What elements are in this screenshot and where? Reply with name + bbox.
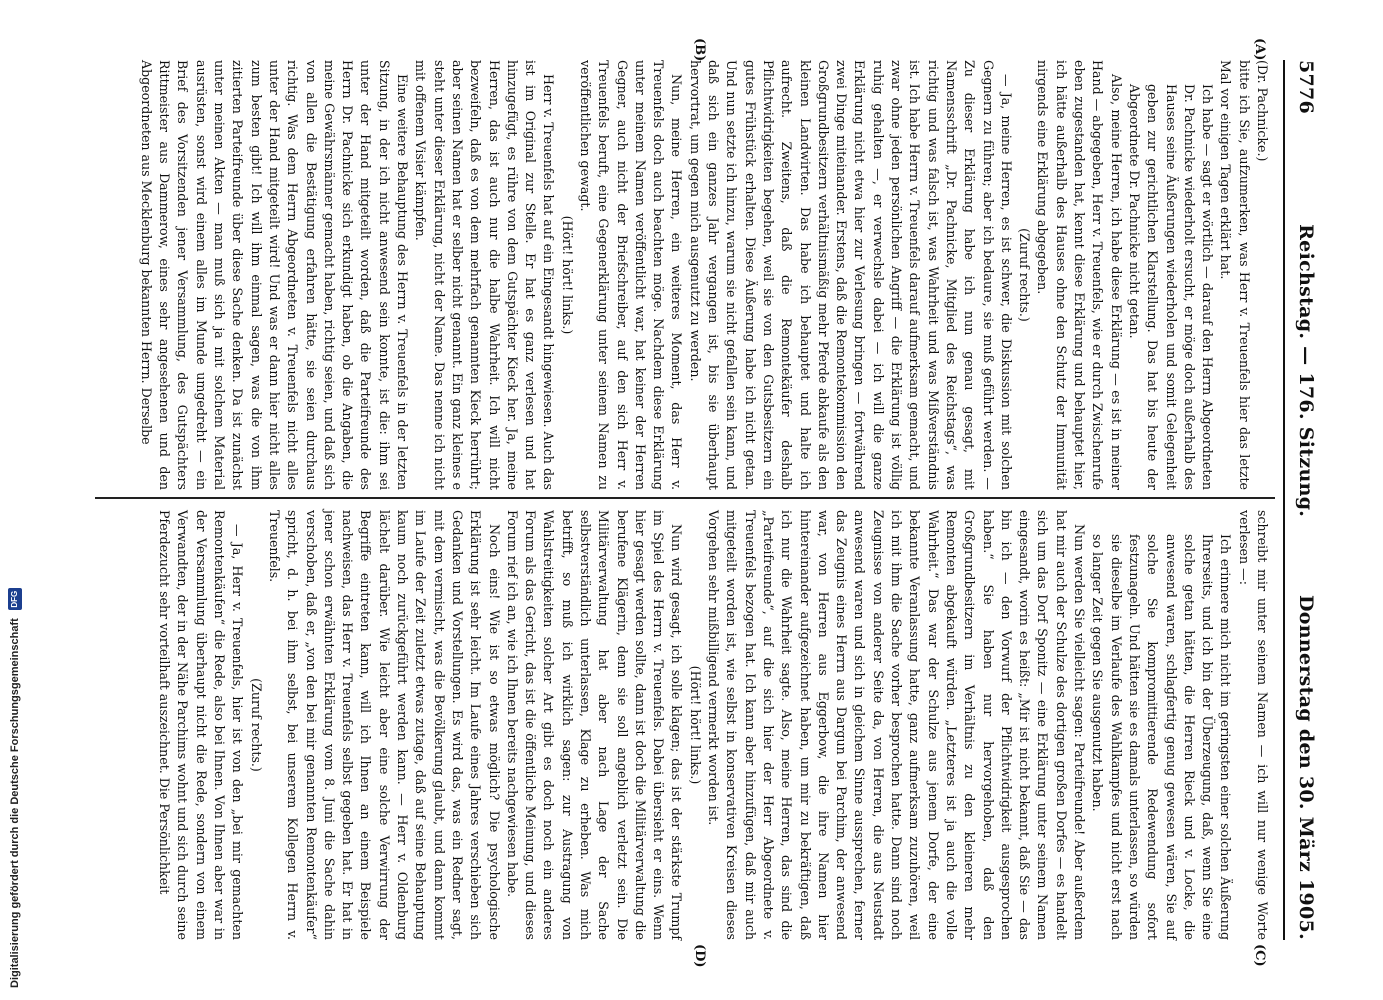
interjection: (Hört! hört! links.) xyxy=(559,215,575,335)
page-header xyxy=(1289,60,1323,940)
paragraph: Also, meine Herren, ich habe diese Erklärung — es ist in meiner Hand — abgegeben, Herr v. Treuenfels, wie er durch Zwischenrufe eben zugestanden hat, kennt diese Erklärung und behauptet hier, ich hätte außerhalb des Hauses ohne den Schutz der Immunität nirgends eine Erklärung abgegeben. xyxy=(1035,60,1124,490)
interjection: (Zuruf rechts.) xyxy=(1017,228,1033,322)
margin-mark-c: (C) xyxy=(1252,944,1267,967)
margin-mark-b: (B) xyxy=(692,38,707,62)
paragraph: — Ja, Herr v. Treuenfels, hier ist von den „bei mir gemachten Remontenkäufen“ die Rede, also bei Ihnen. Von Ihnen aber war in der Versammlung überhaupt nicht die Rede, sondern von einem Verwandten, der in der Nähe Parchims wohnt und sich durch seine Pferdezucht sehr vorteilhaft auszeichnet. Die Persönlichkeit xyxy=(157,510,246,940)
header-rule xyxy=(1283,60,1285,940)
paragraph: Herr v. Treuenfels hat auf ein Eingesandt hingewiesen. Auch das ist im Original zur Stelle. Er hat es ganz verlesen und hat hinzugefügt, es rühre von dem Gutspächter Kieck her. Ja, meine Herren, das ist auch nur die halbe Wahrheit. Ich will nicht bezweifeln, daß es von dem mehrfach genannten Kieck herrührt; aber seinen Namen hat er selber nicht genannt. Ein ganz kleines e steht unter dieser Erklärung, nicht der Name. Das nenne ich nicht mit offenem Visier kämpfen. xyxy=(413,60,557,490)
paragraph: Ich habe — sagt er wörtlich — darauf den Herrn Abgeordneten Dr. Pachnicke wiederholt ersucht, er möge doch außerhalb des Hauses seine Äußerungen wiederholen und somit Gelegenheit geben zur gerichtlichen Klarstellung. Das hat bis heute der Abgeordnete Dr. Pachnicke nicht getan. xyxy=(1126,84,1216,490)
paragraph: Nun wird gesagt, ich solle klagen; das ist der stärkste Trumpf im Spiel des Herrn v. Treuenfels. Dabei übersieht er eins. Wenn hier gesagt werden sollte, dann ist doch die Militärverwaltung die berufene Klägerin, denn sie soll angeblich verletzt sein. Die Militärverwaltung hat aber nach Lage der Sache selbstverständlich unterlassen, Klage zu erheben. Was mich betrifft, so muß ich wirklich sagen: zur Austragung von Wahlstreitigkeiten solcher Art gibt es doch noch ein anderes Forum als das Gericht, das ist die öffentliche Meinung, und dieses Forum rief ich an, wie ich Ihnen bereits nachgewiesen habe. xyxy=(504,510,685,940)
column-divider xyxy=(95,497,1275,499)
digitization-credit xyxy=(4,0,26,988)
paragraph: Nun, meine Herren, ein weiteres Moment, das Herr v. Treuenfels doch auch beachten möge. Nachdem diese Erklärung unter meinem Namen veröffentlicht war, hat keiner der Herren Gegner, auch nicht der Briefschreiber, auf den sich Herr v. Treuenfels beruft, eine Gegenerklärung unter seinem Namen zu veröffentlichen gewagt. xyxy=(578,60,685,490)
paragraph: Eine weitere Behauptung des Herrn v. Treuenfels in der letzten Sitzung, in der ich nicht anwesend sein konnte, ist die: ihm sei unter der Hand mitgeteilt worden, daß die Parteifreunde des Herrn Dr. Pachnicke sich erkundigt haben, ob die Angaben, die meine Gewährsmänner gemacht haben, richtig seien, und daß sich von allen die Bestätigung erfahren hätte, sie seien durchaus richtig. Was dem Herrn Abgeordneten v. Treuenfels nicht alles unter der Hand mitgeteilt wird! Und was er dann hier nicht alles zum besten gibt! Ich will ihm einmal sagen, was die von ihm zitierten Parteifreunde über diese Sache denken. Da ist zunächst unter meinen Akten — man muß sich ja mit solchem Material ausrüsten, sonst wird einem alles im Munde umgedreht — ein Brief des Vorsitzenden jener Versammlung, des Gutspächters Rittmeister aus Dammerow, eines sehr angesehenen und den Abgeordneten aus Mecklenburg bekannten Herrn. Derselbe xyxy=(138,60,411,490)
paragraph: — Ja, meine Herren, es ist schwer, die Diskussion mit solchen Gegnern zu führen; aber ich bedaure, sie muß geführt werden. — Zu dieser Erklärung habe ich nun genau gesagt, mit Namensschrift „Dr. Pachnicke, Mitglied des Reichstags“, was richtig und was falsch ist, was Wahrheit und was Mißverständnis ist. Ich habe Herrn v. Treuenfels darauf aufmerksam gemacht, und zwar ohne jeden persönlichen Angriff — die Erklärung ist völlig ruhig gehalten —, er verwechsle dabei — ich will die ganze Erklärung nicht etwa hier zur Verlesung bringen — fortwährend zwei Dinge miteinander. Erstens, daß die Remontekommission den Großgrundbesitzern verhältnismäßig mehr Pferde abkaufe als den kleinen Landwirten. Das habe ich behauptet und halte ich aufrecht. Zweitens, daß die Remontekäufer deshalb Pflichtwidrigkeiten begehen, weil sie von den Gutsbesitzern ein gutes Frühstück erhalten. Diese Äußerung habe ich nicht getan. Und nun setzte ich hinzu, warum sie nicht gefallen sein kann, und daß sich ein ganzes Jahr vergangen ist, bis sie überhaupt hervortrat, um gegen mich ausgenutzt zu werden. xyxy=(687,60,1014,490)
left-column xyxy=(101,60,1271,490)
paragraph: schreibt mir unter seinem Namen — ich will nur wenige Worte verlesen —: xyxy=(1236,510,1270,940)
page-number: 5776 xyxy=(1295,60,1317,115)
dfg-logo-icon: DFG xyxy=(8,588,22,610)
paragraph: (Dr. Pachnicke.) xyxy=(1255,60,1270,162)
interjection: (Zuruf rechts.) xyxy=(248,678,264,772)
credit-text: Digitalisierung gefördert durch die Deutsche Forschungsgemeinschaft xyxy=(9,618,21,988)
paragraph: Nun werden Sie vielleicht sagen: Parteifreunde! Aber außerdem hat mir auch der Schulze des dortigen großen Dorfes — es handelt sich um das Dorf Sponitz — eine Erklärung unter seinem Namen eingesandt, worin es heißt: „Mir ist nicht bekannt, daß Sie — das bin ich — den Vorwurf der Pflichtwidrigkeit ausgesprochen haben.“ Sie haben nur hervorgehoben, daß den Großgrundbesitzern im Verhältnis zu den kleineren mehr Remonten abgekauft würden. „Letzteres ist ja auch die volle Wahrheit.“ Das war der Schulze aus jenem Dorfe, der eine bekannte Veranlassung hatte, ganz aufmerksam zuzuhören, weil ich mit ihm die Sache vorher besprochen hatte. Dann sind noch Zeugnisse von anderer Seite da, von Herren, die aus Neustadt anwesend waren und sich in gleichem Sinne aussprechen, ferner das Zeugnis eines Herrn aus Dargun bei Parchim, der anwesend war, von Herren aus Eggerbow, die ihre Namen hier hintereinander aufgezeichnet haben, um mir zu bekräftigen, daß ich nur die Wahrheit sagte. Also, meine Herren, das sind die „Parteifreunde“, auf die sich hier der Herr Abgeordnete v. Treuenfels bezogen hat. Ich kann aber hinzufügen, daß mir auch mitgeteilt worden ist, wie selbst in konservativen Kreisen dieses Vorgehen sehr mißbilligend vermerkt worden ist. xyxy=(706,510,1088,940)
paragraph: Ich erinnere mich nicht im geringsten einer solchen Äußerung Ihrerseits, und ich bin der Überzeugung, daß, wenn Sie eine solche getan hätten, die Herren Rieck und v. Locke, die anwesend waren, schlagfertig genug gewesen wären, Sie auf solche Sie kompromittierende Redewendung sofort festzunageln. Und hätten sie es damals unterlassen, so würden sie dieselbe im Verlaufe des Wahlkampfes und nicht erst nach so langer Zeit gegen Sie ausgenutzt haben. xyxy=(1090,534,1234,940)
footer-strip xyxy=(0,0,28,1000)
margin-mark-a: (A) xyxy=(1252,38,1267,61)
paragraph: Noch eins! Wie ist so etwas möglich? Die psychologische Erklärung ist sehr leicht. Im Laufe eines Jahres verschieben sich Gedanken und Vorstellungen. Es wird das, was ein Redner sagt, mit dem vermischt, was die Bevölkerung glaubt, und dann kommt im Laufe der Zeit zuletzt etwas zutage, daß auf seine Behauptung kaum noch zurückgeführt werden kann. — Herr v. Oldenburg lächelt darüber. Wie leicht aber eine solche Verwirrung der Begriffe eintreten kann, will ich Ihnen an einem Beispiele nachweisen, das Herr v. Treuenfels selbst gegeben hat. Er hat in jener schon erwähnten Erklärung vom 8. Juni die Sache dahin verschoben, daß er, „von den bei mir genannten Remontenkäufer“ spricht, d. h. bei ihm selbst, bei unserem Kollegen Herrn v. Treuenfels. xyxy=(266,510,502,940)
margin-mark-d: (D) xyxy=(692,944,707,968)
paragraph: bitte ich Sie, aufzumerken, was Herr v. Treuenfels hier das letzte Mal vor einigen Tagen erklärt hat. xyxy=(1218,60,1252,490)
session-date: Donnerstag den 30. März 1905. xyxy=(1295,595,1317,940)
interjection: (Hört! hört! links.) xyxy=(687,665,703,785)
right-column xyxy=(101,510,1271,940)
page-title: Reichstag. — 176. Sitzung. xyxy=(1295,224,1317,518)
